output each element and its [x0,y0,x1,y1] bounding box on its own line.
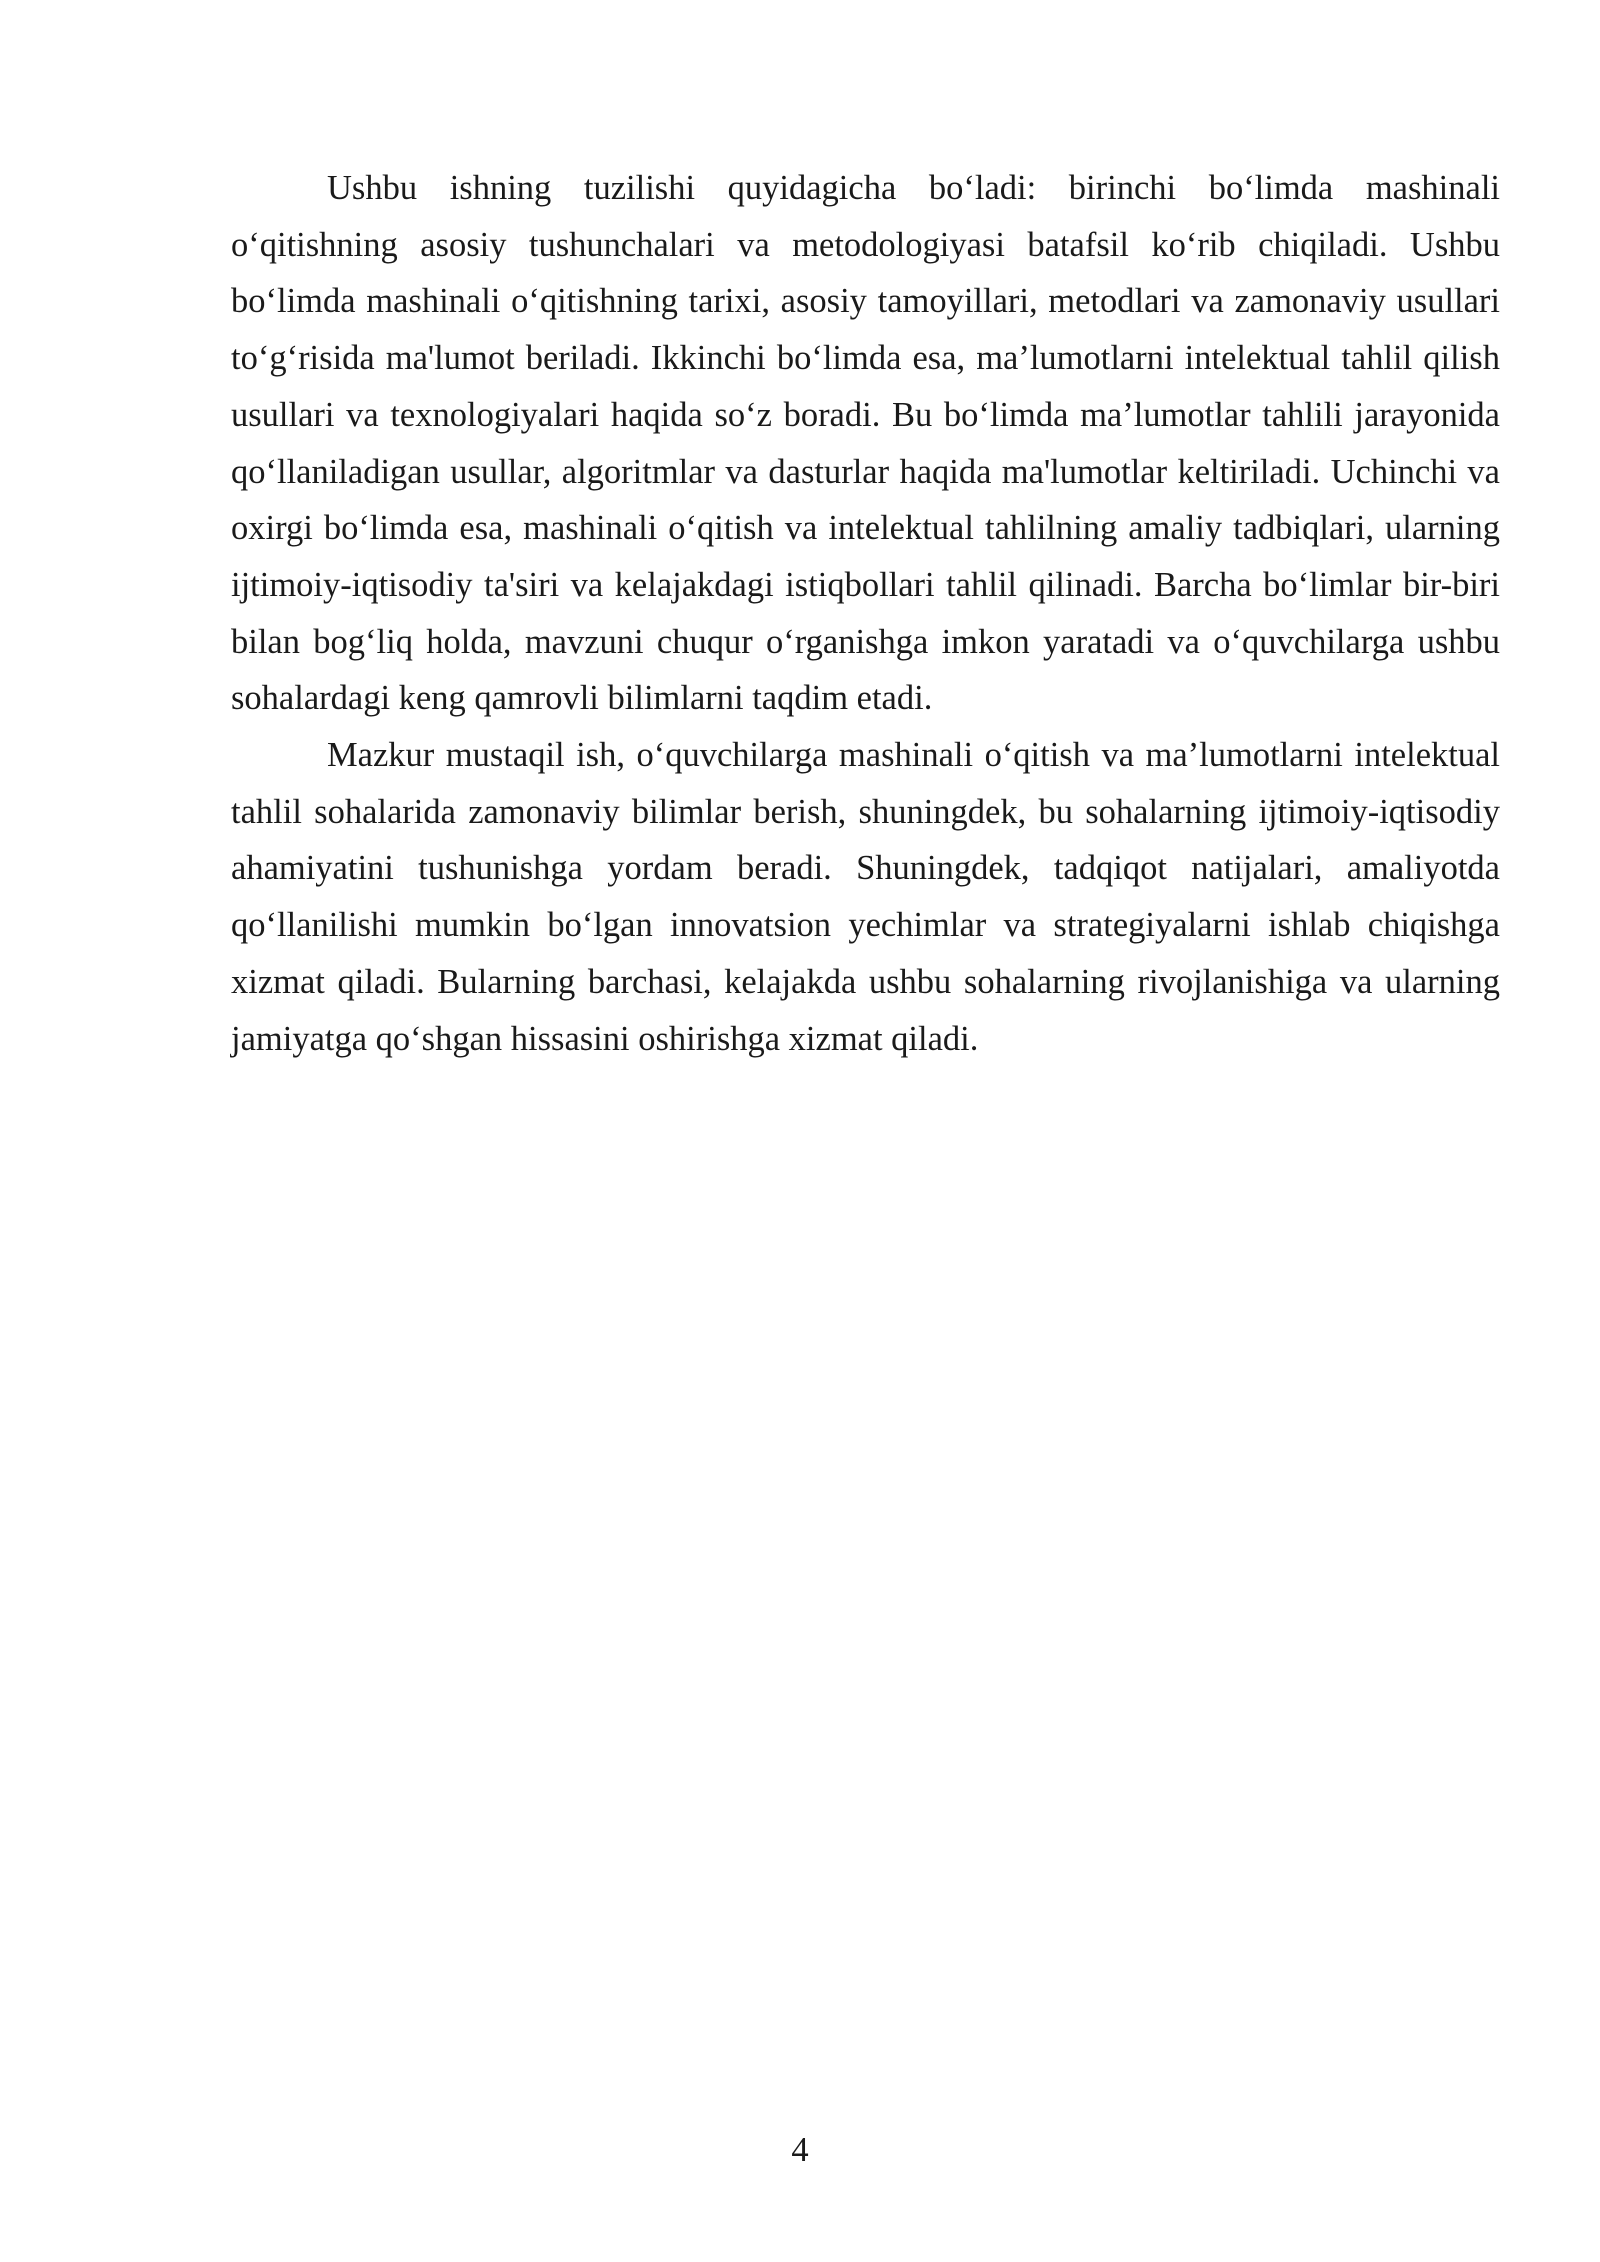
paragraph-structure: Ushbu ishning tuzilishi quyidagicha bo‘ladi: birinchi bo‘limda mashinali o‘qitishning asosiy tushunchalari va metodologiyasi batafsil ko‘rib chiqiladi. Ushbu bo‘limda mashinali o‘qitishning tarixi, asosiy tamoyillari, metodlari va zamonaviy usullari to‘g‘risida ma'lumot beriladi. Ikkinchi bo‘limda esa, ma’lumotlarni intelektual tahlil qilish usullari va texnologiyalari haqida so‘z boradi. Bu bo‘limda ma’lumotlar tahlili jarayonida qo‘llaniladigan usullar, algoritmlar va dasturlar haqida ma'lumotlar keltiriladi. Uchinchi va oxirgi bo‘limda esa, mashinali o‘qitish va intelektual tahlilning amaliy tadbiqlari, ularning ijtimoiy-iqtisodiy ta'siri va kelajakdagi istiqbollari tahlil qilinadi. Barcha bo‘limlar bir-biri bilan bog‘liq holda, mavzuni chuqur o‘rganishga imkon yaratadi va o‘quvchilarga ushbu sohalardagi keng qamrovli bilimlarni taqdim etadi. [231,169,1500,718]
page-number: 4 [791,2131,809,2169]
page-body [231,160,1500,1067]
paragraph-purpose: Mazkur mustaqil ish, o‘quvchilarga mashinali o‘qitish va ma’lumotlarni intelektual tahlil sohalarida zamonaviy bilimlar berish, shuningdek, bu sohalarning ijtimoiy-iqtisodiy ahamiyatini tushunishga yordam beradi. Shuningdek, tadqiqot natijalari, amaliyotda qo‘llanilishi mumkin bo‘lgan innovatsion yechimlar va strategiyalarni ishlab chiqishga xizmat qiladi. Bularning barchasi, kelajakda ushbu sohalarning rivojlanishiga va ularning jamiyatga qo‘shgan hissasini oshirishga xizmat qiladi. [231,736,1500,1058]
